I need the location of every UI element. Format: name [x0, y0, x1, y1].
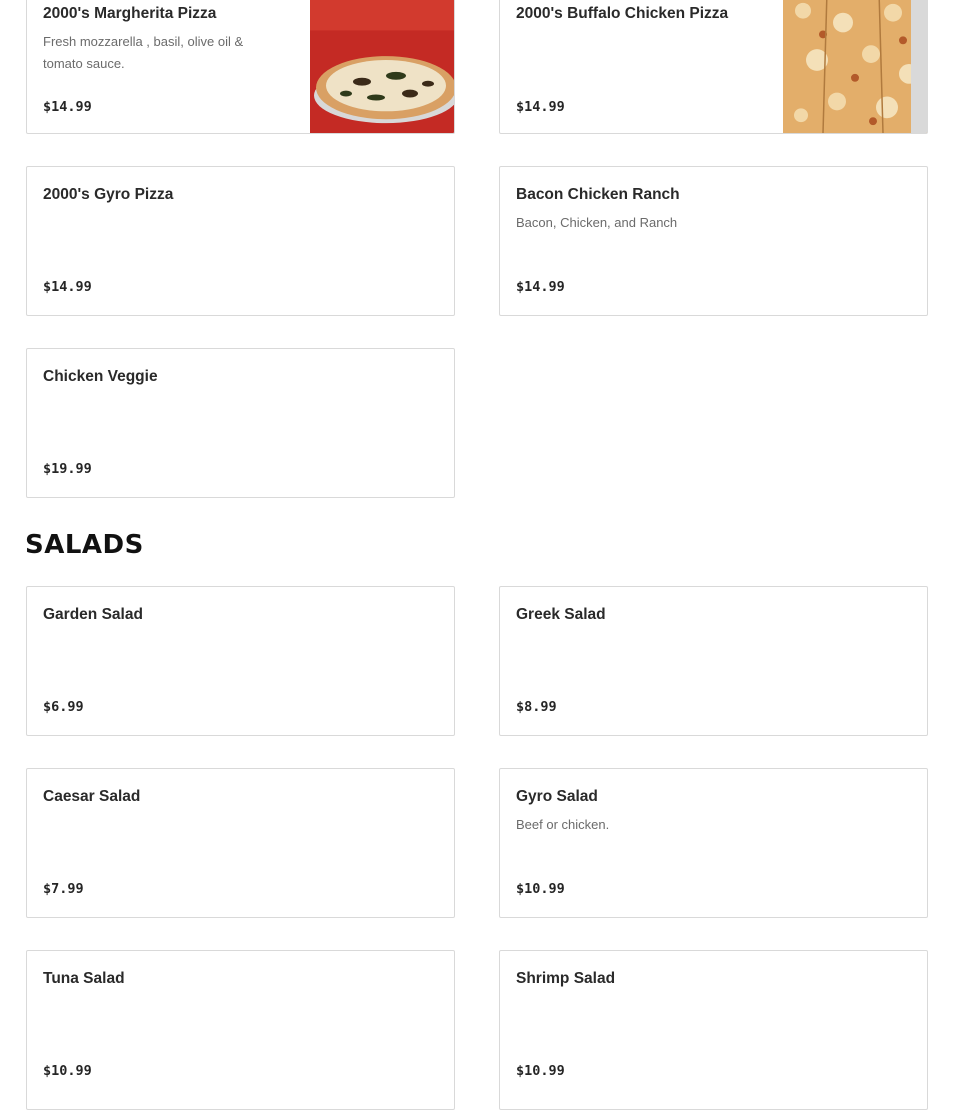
item-price: $7.99	[43, 881, 84, 897]
item-name: Gyro Salad	[516, 788, 598, 805]
item-price: $10.99	[516, 1063, 565, 1079]
item-price: $14.99	[516, 279, 565, 295]
item-price: $14.99	[516, 99, 565, 115]
menu-item-card[interactable]	[26, 0, 455, 134]
item-price: $19.99	[43, 461, 92, 477]
section-title-salads: SALADS	[25, 530, 144, 560]
buffalo-chicken-pizza-photo	[783, 0, 927, 133]
menu-item-card[interactable]	[499, 768, 928, 918]
menu-item-card[interactable]	[26, 166, 455, 316]
menu-item-card[interactable]	[499, 166, 928, 316]
item-name: Greek Salad	[516, 606, 606, 623]
item-name: Tuna Salad	[43, 970, 125, 987]
menu-item-card[interactable]	[26, 586, 455, 736]
menu-item-card[interactable]	[26, 950, 455, 1110]
item-name: Bacon Chicken Ranch	[516, 186, 680, 203]
item-name: 2000's Gyro Pizza	[43, 186, 174, 203]
menu-item-card[interactable]	[26, 348, 455, 498]
menu-item-card[interactable]	[499, 586, 928, 736]
item-price: $8.99	[516, 699, 557, 715]
item-name: Shrimp Salad	[516, 970, 616, 987]
item-price: $14.99	[43, 99, 92, 115]
item-price: $14.99	[43, 279, 92, 295]
item-description: Bacon, Chicken, and Ranch	[516, 215, 678, 230]
item-name: 2000's Buffalo Chicken Pizza	[516, 5, 729, 22]
margherita-pizza-photo	[310, 0, 454, 133]
item-description: Beef or chicken.	[516, 817, 610, 832]
menu-item-card[interactable]	[499, 950, 928, 1110]
item-name: 2000's Margherita Pizza	[43, 5, 217, 22]
menu-item-card[interactable]	[26, 768, 455, 918]
item-name: Garden Salad	[43, 606, 143, 623]
item-description: Fresh mozzarella , basil, olive oil & tomato sauce.	[43, 34, 244, 71]
item-price: $10.99	[516, 881, 565, 897]
item-name: Chicken Veggie	[43, 368, 158, 385]
item-name: Caesar Salad	[43, 788, 141, 805]
item-price: $6.99	[43, 699, 84, 715]
menu-item-card[interactable]	[499, 0, 928, 134]
item-price: $10.99	[43, 1063, 92, 1079]
